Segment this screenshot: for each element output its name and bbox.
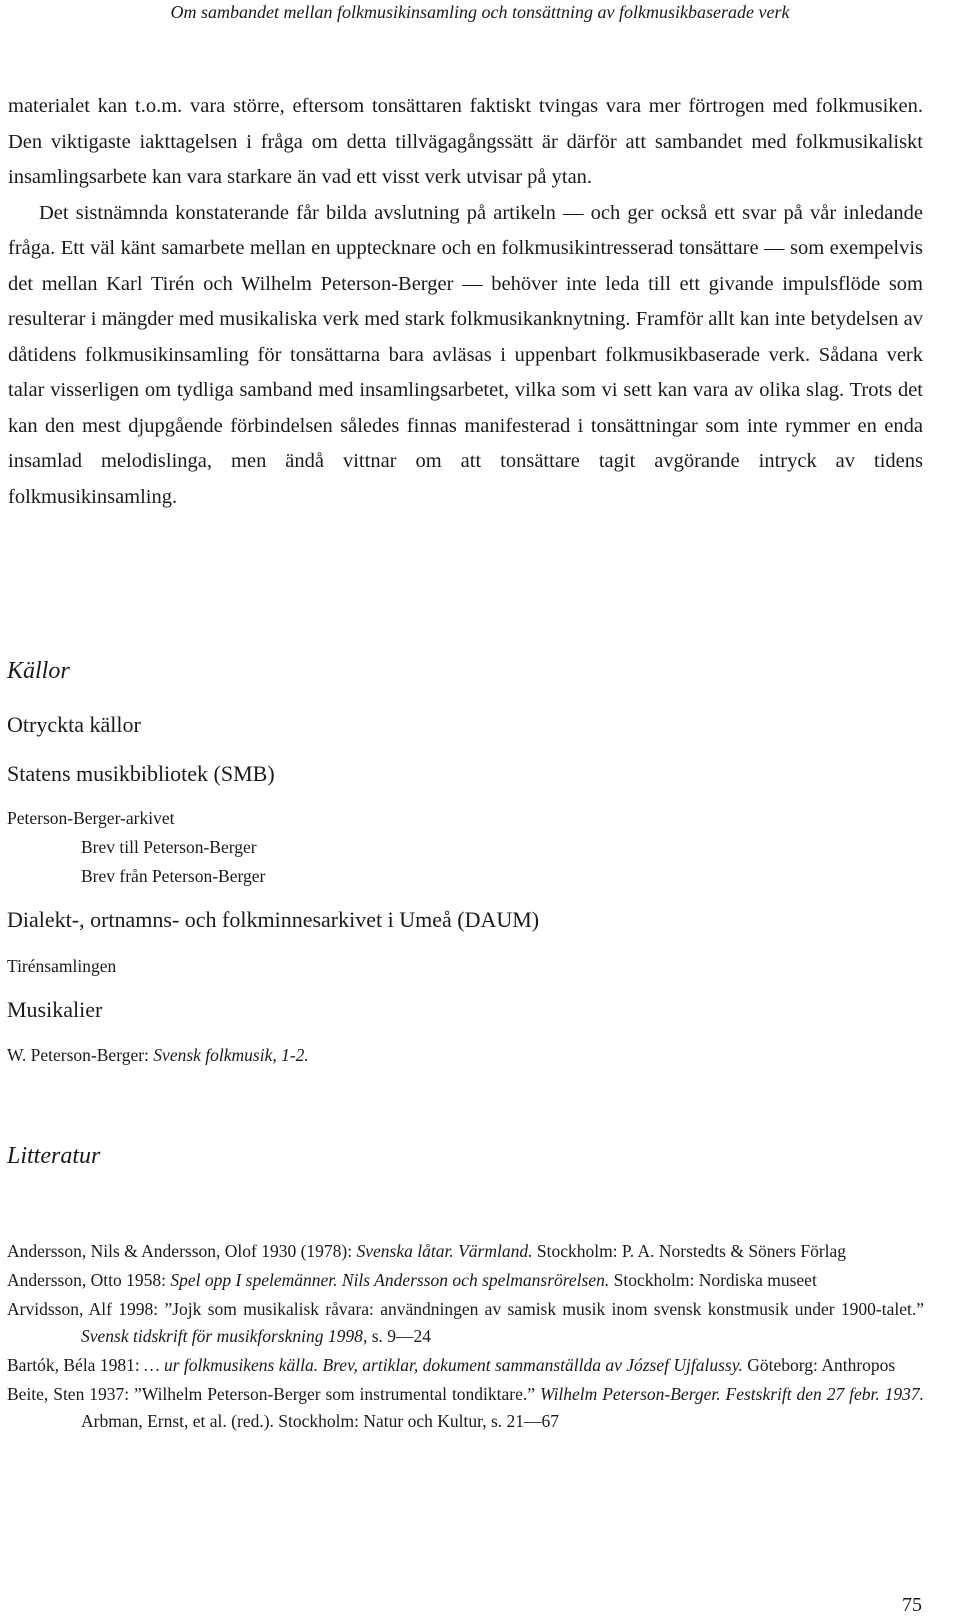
page-number: 75 (902, 1594, 922, 1616)
body-text (8, 89, 923, 515)
sources-heading: Källor (7, 658, 70, 684)
reference-item: Beite, Sten 1937: ”Wilhelm Peterson-Berger som instrumental tondiktare.” Wilhelm Peterson-Berger. Festskrift den 27 febr. 1937. Arbman, Ernst, et al. (red.). Stockholm: Natur och Kultur, s. 21—67 (7, 1384, 925, 1431)
reference-list (7, 1238, 924, 1437)
tiren-collection-label: Tirénsamlingen (7, 956, 117, 976)
reference-item: Andersson, Otto 1958: Spel opp I spelemänner. Nils Andersson och spelmansrörelsen. Stockholm: Nordiska museet (7, 1270, 817, 1290)
music-title: Svensk folkmusik, 1-2. (153, 1045, 309, 1065)
paragraph-2: Det sistnämnda konstaterande får bilda avslutning på artikeln — och ger också ett svar på vår inledande fråga. Ett väl känt samarbete mellan en upptecknare och en folkmusikintresserad tonsättare — som exempelvis det mellan Karl Tirén och Wilhelm Peterson-Berger — behöver inte leda till ett givande impulsflöde som resulterar i mängder med musikaliska verk med stark folkmusikanknytning. Framför allt kan inte betydelsen av dåtidens folkmusikinsamling för tonsättarna bara avläsas i uppenbart folkmusikbaserade verk. Sådana verk talar visserligen om tydliga samband med insamlingsarbetet, vilka som vi sett kan vara av olika slag. Trots det kan den mest djupgående förbindelsen således finnas manifesterad i tonsättningar som inte rymmer en enda insamlad melodislinga, men ändå vittnar om att tonsättare tagit avgörande intryck av tidens folkmusikinsamling. (8, 201, 923, 508)
music-author: W. Peterson-Berger: (7, 1045, 154, 1065)
letters-to-item: Brev till Peterson-Berger (81, 837, 257, 857)
music-heading: Musikalier (7, 997, 103, 1022)
daum-heading: Dialekt-, ortnamns- och folkminnesarkivet i Umeå (DAUM) (7, 907, 540, 932)
running-header: Om sambandet mellan folkmusikinsamling och tonsättning av folkmusikbaserade verk (170, 2, 790, 22)
pb-archive-label: Peterson-Berger-arkivet (7, 808, 175, 828)
literature-heading: Litteratur (7, 1143, 101, 1169)
reference-item: Andersson, Nils & Andersson, Olof 1930 (1978): Svenska låtar. Värmland. Stockholm: P. A. Norstedts & Söners Förlag (7, 1241, 847, 1261)
letters-from-item: Brev från Peterson-Berger (81, 866, 266, 886)
reference-item: Bartók, Béla 1981: … ur folkmusikens källa. Brev, artiklar, dokument sammanställda av József Ujfalussy. Göteborg: Anthropos (7, 1355, 896, 1375)
paragraph-1: materialet kan t.o.m. vara större, eftersom tonsättaren faktiskt tvingas vara mer förtrogen med folkmusiken. Den viktigaste iakttagelsen i fråga om detta tillvägagångssätt är därför att sambandet med folkmusikaliskt insamlingsarbete kan vara starkare än vad ett visst verk utvisar på ytan. (8, 95, 923, 188)
unprinted-sources-heading: Otryckta källor (7, 712, 141, 737)
reference-item: Arvidsson, Alf 1998: ”Jojk som musikalisk råvara: användningen av samisk musik inom svensk konstmusik under 1900-talet.” Svensk tidskrift för musikforskning 1998, s. 9—24 (7, 1299, 924, 1346)
smb-heading: Statens musikbibliotek (SMB) (7, 761, 275, 786)
music-item (7, 1045, 309, 1066)
